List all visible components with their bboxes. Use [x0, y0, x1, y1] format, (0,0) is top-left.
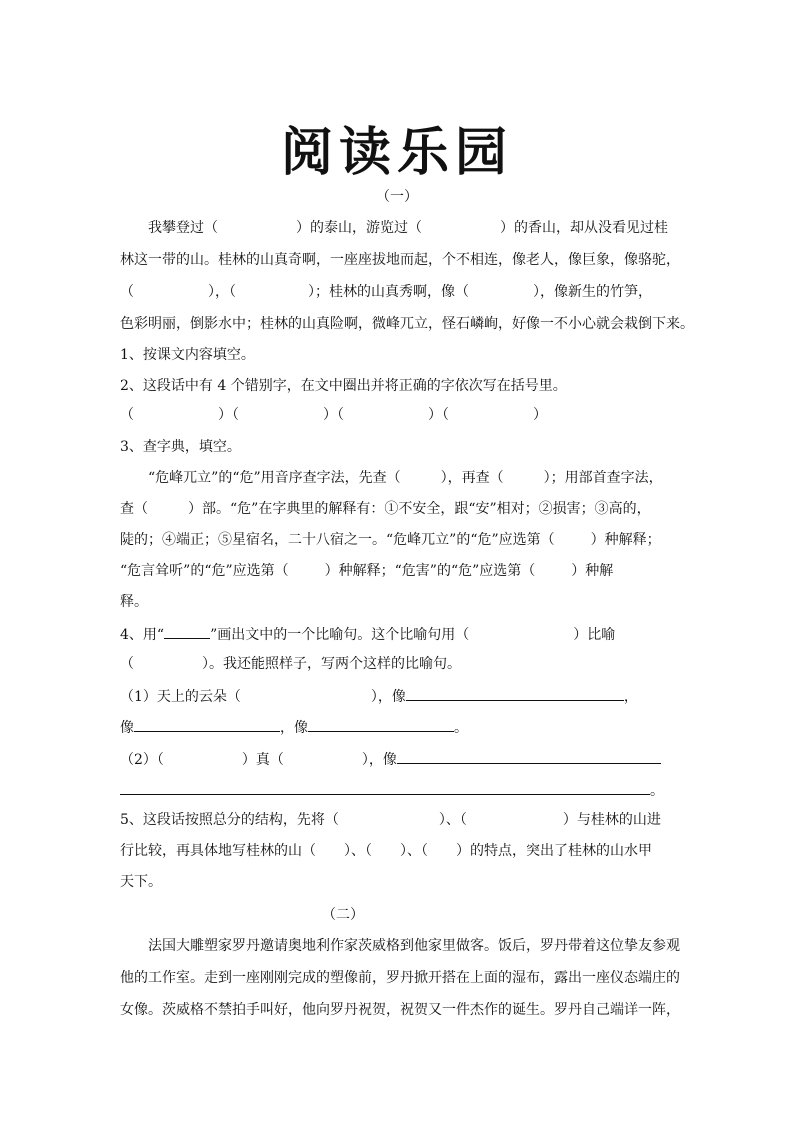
example-1[interactable]: （1）天上的云朵（ ），像 ， — [120, 685, 680, 707]
answer-blanks[interactable]: （ ）（ ）（ ）（ ） — [120, 407, 547, 423]
page-title: 阅读乐园 — [280, 122, 513, 183]
question-4-line: （ ）。我还能照样子，写两个这样的比喻句。 — [120, 656, 461, 672]
example-2[interactable]: （2）（ ）真（ ），像 — [120, 748, 680, 770]
question-3-line: 查（ ）部。“危”在字典里的解释有：①不安全，跟“安”相对；②损害；③高的， — [120, 501, 651, 517]
question-1: 1、按课文内容填空。 — [120, 347, 255, 363]
paragraph-line: 林这一带的山。桂林的山真奇啊，一座座拔地而起，个不相连，像老人，像巨象，像骆驼， — [120, 252, 680, 268]
paragraph-line: （ ），（ ）；桂林的山真秀啊，像（ ），像新生的竹笋， — [120, 284, 652, 300]
section-label-2: （二） — [322, 907, 364, 923]
paragraph-line: 女像。茨威格不禁拍手叫好，他向罗丹祝贺，祝贺又一件杰作的诞生。罗丹自己端详一阵， — [120, 1002, 680, 1018]
example-2-line[interactable]: 。 — [120, 779, 680, 801]
question-5-line: 行比较，再具体地写桂林的山（ ）、（ ）、（ ）的特点，突出了桂林的山水甲 — [120, 843, 652, 859]
question-2: 2、这段话中有 4 个错别字，在文中圈出并将正确的字依次写在括号里。 — [120, 378, 567, 394]
question-3: 3、查字典，填空。 — [120, 439, 241, 455]
question-3-line: 陡的；④端正；⑤星宿名，二十八宿之一。“危峰兀立”的“危”应选第（ ）种解释； — [120, 532, 661, 548]
example-1-line[interactable]: 像 ，像 。 — [120, 716, 680, 738]
paragraph-line: 法国大雕塑家罗丹邀请奥地利作家茨威格到他家里做客。饭后，罗丹带着这位挚友参观 — [148, 938, 680, 954]
question-4: 4、用“ ”画出文中的一个比喻句。这个比喻句用（ ）比喻 — [120, 623, 680, 645]
question-5: 5、这段话按照总分的结构，先将（ ）、（ ）与桂林的山进 — [120, 812, 661, 828]
section-label-1: （一） — [376, 189, 418, 205]
paragraph-line: 他的工作室。走到一座刚刚完成的塑像前，罗丹掀开搭在上面的湿布，露出一座仪态端庄的 — [120, 970, 680, 986]
question-3-line: 释。 — [120, 594, 148, 610]
question-3-line: “危言耸听”的“危”应选第（ ）种解释；“危害”的“危”应选第（ ）种解 — [120, 563, 614, 579]
paragraph-line: 我攀登过（ ）的泰山，游览过（ ）的香山，却从没看见过桂 — [148, 220, 668, 236]
paragraph-line: 色彩明丽，倒影水中；桂林的山真险啊，微峰兀立，怪石嶙峋，好像一不小心就会栽倒下来。 — [120, 316, 694, 332]
question-5-line: 天下。 — [120, 874, 162, 890]
question-3-line: “危峰兀立”的“危”用音序查字法，先查（ ），再查（ ）；用部首查字法， — [148, 470, 663, 486]
